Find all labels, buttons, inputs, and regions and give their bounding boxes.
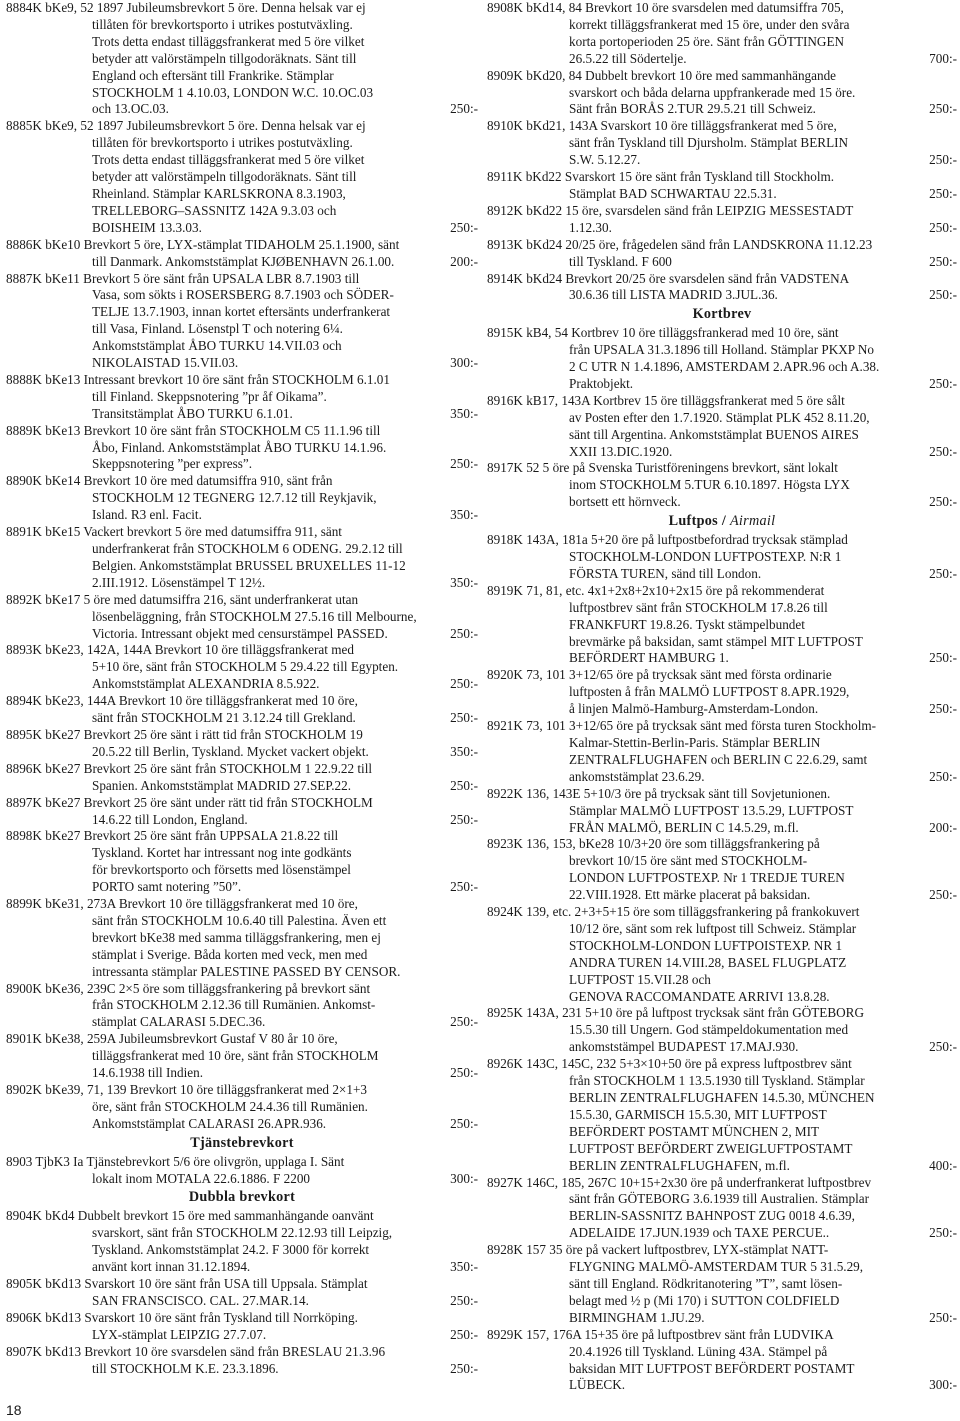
lot-text-line: 8901K bKe38, 259A Jubileumsbrevkort Gustaf V 80 år 10 öre, xyxy=(6,1031,338,1047)
lot-price: 250:- xyxy=(929,650,957,666)
lot-text-line: och 13.OC.03. xyxy=(92,101,169,117)
lot-entry xyxy=(487,460,957,511)
lot-text-line: belagt med ½ p (Mi 170) i SUTTON COLDFIELD xyxy=(569,1292,840,1308)
lot-text-line: betyder att valörstämpeln tillgodoräknats. Sänt till xyxy=(92,169,357,185)
lot-entry xyxy=(487,532,957,583)
lot-text-line: underfrankerat från STOCKHOLM 6 ODENG. 29.2.12 till xyxy=(92,541,403,556)
lot-text-line: korrekt tilläggsfrankerat med 15 öre, under den svåra xyxy=(569,16,850,32)
lot-text-line: för brevkortsporto och försetts med lösenstämpel xyxy=(92,862,351,878)
lot-text-line: sänt från Tyskland till Djursholm. Stämplat BERLIN xyxy=(569,135,849,151)
lot-entry xyxy=(487,393,957,461)
lot-text-line: 8902K bKe39, 71, 139 Brevkort 10 öre tilläggsfrankerat med 2×1+3 xyxy=(6,1082,367,1097)
lot-text-line: 8914K bKd24 Brevkort 20/25 öre svarsdelen sänd från VADSTENA xyxy=(487,270,850,286)
lot-text-line: SAN FRANSCISCO. CAL. 27.MAR.14. xyxy=(92,1292,309,1308)
lot-text-line: 8906K bKd13 Svarskort 10 öre sänt från Tyskland till Norrköping. xyxy=(6,1309,358,1325)
lot-price: 250:- xyxy=(450,1292,478,1308)
lot-entry xyxy=(487,1242,957,1327)
lot-price: 250:- xyxy=(450,676,478,692)
lot-text-line: 8888K bKe13 Intressant brevkort 10 öre sänt från STOCKHOLM 6.1.01 xyxy=(6,371,390,387)
lot-text-line: 20.5.22 till Berlin, Tyskland. Mycket vackert objekt. xyxy=(92,743,369,759)
lot-text-line: betyder att valörstämpeln tillgodoräknats. Sänt till xyxy=(92,50,357,66)
lot-text-line: 30.6.36 till LISTA MADRID 3.JUL.36. xyxy=(569,287,778,303)
lot-price: 250:- xyxy=(929,1309,957,1325)
lot-text-line: till Vasa, Finland. Lösenstpl T och notering 6¼. xyxy=(92,321,343,337)
lot-price: 350:- xyxy=(450,405,478,421)
lot-price: 250:- xyxy=(929,887,957,903)
lot-text-line: STOCKHOLM 1 4.10.03, LONDON W.C. 10.OC.03 xyxy=(92,84,374,100)
lot-text-line: LYX-stämplat LEIPZIG 27.7.07. xyxy=(92,1326,267,1342)
lot-price: 250:- xyxy=(450,1326,478,1342)
lot-entry xyxy=(6,828,478,896)
lot-text-line: 8896K bKe27 Brevkort 25 öre sänt från STOCKHOLM 1 22.9.22 till xyxy=(6,760,373,776)
lot-text-line: FÖRSTA TUREN, sänd till London. xyxy=(569,565,762,581)
lot-price: 700:- xyxy=(929,50,957,66)
lot-text-line: 2 C UTR N 1.4.1896, AMSTERDAM 2.APR.96 och A.38. xyxy=(569,359,880,375)
lot-price: 250:- xyxy=(929,219,957,235)
lot-entry xyxy=(6,896,478,981)
lot-text-line: 5+10 öre, sänt från STOCKHOLM 5 29.4.22 till Egypten. xyxy=(92,659,399,675)
lot-entry xyxy=(6,727,478,761)
lot-entry xyxy=(487,718,957,786)
lot-text-line: luftpostbrev sänt från STOCKHOLM 17.8.26 till xyxy=(569,599,828,615)
lot-text-line: 8912K bKd22 15 öre, svarsdelen sänd från LEIPZIG MESSESTADT xyxy=(487,202,854,218)
lot-text-line: brevkort bKe38 med samma tilläggsfrankering, men ej xyxy=(92,929,381,945)
lot-entry xyxy=(6,1208,478,1276)
lot-text-line: baksidan MIT LUFTPOST BEFÖRDERT POSTAMT xyxy=(569,1360,855,1376)
lot-text-line: Rheinland. Stämplar KARLSKRONA 8.3.1903, xyxy=(92,185,346,201)
lot-text-line: 8897K bKe27 Brevkort 25 öre sänt under rätt tid från STOCKHOLM xyxy=(6,794,373,810)
lot-text-line: TELJE 13.7.1903, innan kortet eftersänts underfrankerat xyxy=(92,304,391,320)
lot-text-line: korta portoperioden 25 öre. Sänt från GÖTTINGEN xyxy=(569,33,845,49)
lot-text-line: 8903 TjbK3 Ia Tjänstebrevkort 5/6 öre olivgrön, upplaga I. Sänt xyxy=(6,1153,345,1169)
lot-text-line: Trots detta endast tilläggsfrankerat med 5 öre vilket xyxy=(92,33,365,49)
page-number: 18 xyxy=(6,1402,22,1418)
lot-price: 250:- xyxy=(450,879,478,895)
lot-text-line: ANDRA TUREN 14.VIII.28, BASEL FLUGPLATZ xyxy=(569,954,847,970)
lot-text-line: 8918K 143A, 181a 5+20 öre på luftpostbefordrad trycksak stämplad xyxy=(487,532,848,548)
lot-text-line: LONDON LUFTPOSTEXP. Nr 1 TREDJE TUREN xyxy=(569,870,845,886)
lot-price: 250:- xyxy=(450,777,478,793)
lot-text-line: BEFÖRDERT POSTAMT MÜNCHEN 2, MIT xyxy=(569,1123,820,1139)
lot-text-line: 8892K bKe17 5 öre med datumsiffra 216, sänt underfrankerat utan xyxy=(6,591,359,607)
lot-text-line: 8899K bKe31, 273A Brevkort 10 öre tilläggsfrankerat med 10 öre, xyxy=(6,896,358,912)
lot-text-line: sänt från GÖTEBORG 3.6.1939 till Australien. Stämplar xyxy=(569,1191,869,1207)
lot-text-line: 8887K bKe11 Brevkort 5 öre sänt från UPSALA LBR 8.7.1903 till xyxy=(6,270,360,286)
lot-entry xyxy=(6,118,478,236)
section-heading: Kortbrev xyxy=(692,306,752,323)
lot-text-line: Ankomststämplat CALARASI 26.APR.936. xyxy=(92,1115,327,1131)
lot-text-line: intressanta stämplar PALESTINE PASSED BY CENSOR. xyxy=(92,963,401,979)
lot-text-line: 8885K bKe9, 52 1897 Jubileumsbrevkort 5 öre. Denna helsak var ej xyxy=(6,118,366,134)
lot-price: 250:- xyxy=(450,625,478,641)
lot-text-line: BEFÖRDERT HAMBURG 1. xyxy=(569,650,729,666)
lot-text-line: S.W. 5.12.27. xyxy=(569,152,641,168)
lot-text-line: tilläggsfrankerat med 10 öre, sänt från STOCKHOLM xyxy=(92,1048,379,1064)
lot-text-line: 8904K bKd4 Dubbelt brevkort 15 öre med sammanhängande oanvänt xyxy=(6,1208,374,1224)
lot-text-line: använt kort innan 31.12.1894. xyxy=(92,1259,251,1275)
lot-price: 250:- xyxy=(929,701,957,717)
lot-text-line: till STOCKHOLM K.E. 23.3.1896. xyxy=(92,1360,279,1376)
lot-text-line: till Danmark. Ankomststämplat KJØBENHAVN 26.1.00. xyxy=(92,253,395,269)
lot-entry xyxy=(6,1154,478,1188)
lot-price: 250:- xyxy=(929,152,957,168)
lot-text-line: Praktobjekt. xyxy=(569,375,634,391)
lot-price: 250:- xyxy=(450,456,478,472)
lot-text-line: 8919K 71, 81, etc. 4x1+2x8+2x10+2x15 öre på rekommenderat xyxy=(487,582,825,598)
lot-price: 250:- xyxy=(929,1225,957,1241)
lot-entry xyxy=(6,524,478,592)
lot-entry xyxy=(487,667,957,718)
lot-text-line: 8894K bKe23, 144A Brevkort 10 öre tilläggsfrankerat med 10 öre, xyxy=(6,693,358,709)
lot-entry xyxy=(6,0,478,118)
lot-entry xyxy=(487,583,957,668)
lot-text-line: 8884K bKe9, 52 1897 Jubileumsbrevkort 5 öre. Denna helsak var ej xyxy=(6,0,366,15)
lot-price: 250:- xyxy=(929,443,957,459)
lot-text-line: 8929K 157, 176A 15+35 öre på luftpostbrev sänt från LUDVIKA xyxy=(487,1326,834,1342)
right-column xyxy=(487,0,957,1394)
lot-entry xyxy=(487,118,957,169)
lot-text-line: Spanien. Ankomststämplat MADRID 27.SEP.22. xyxy=(92,777,351,793)
lot-text-line: 8927K 146C, 185, 267C 10+15+2x30 öre på underfrankerat luftpostbrev xyxy=(487,1174,872,1190)
lot-text-line: 8895K bKe27 Brevkort 25 öre sänt i rätt tid från STOCKHOLM 19 xyxy=(6,726,363,742)
lot-entry xyxy=(487,836,957,904)
section-heading: Luftpos / Airmail xyxy=(668,513,776,530)
lot-text-line: sänt till England. Rödkritanotering ”T”, samt lösen- xyxy=(569,1275,843,1291)
lot-text-line: NIKOLAISTAD 15.VII.03. xyxy=(92,355,239,371)
lot-price: 250:- xyxy=(929,287,957,303)
lot-text-line: LÜBECK. xyxy=(569,1377,626,1393)
lot-price: 300:- xyxy=(450,1170,478,1186)
lot-entry xyxy=(6,423,478,474)
lot-text-line: Sänt från BORÅS 2.TUR 29.5.21 till Schweiz. xyxy=(569,101,816,117)
lot-price: 250:- xyxy=(929,101,957,117)
lot-text-line: ankomststämplat 23.6.29. xyxy=(569,768,705,784)
lot-text-line: 20.4.1926 till Tyskland. Lüning 43A. Stämpel på xyxy=(569,1343,828,1359)
lot-text-line: stämplat CALARASI 5.DEC.36. xyxy=(92,1014,266,1030)
lot-text-line: öre, sänt från STOCKHOLM 24.4.36 till Rumänien. xyxy=(92,1098,368,1114)
lot-text-line: 26.5.22 till Södertelje. xyxy=(569,50,687,66)
lot-text-line: sänt från STOCKHOLM 21 3.12.24 till Grekland. xyxy=(92,710,356,726)
lot-text-line: 1.12.30. xyxy=(569,219,612,235)
lot-text-line: brevkort 10/15 öre sänt med STOCKHOLM- xyxy=(569,853,808,869)
lot-text-line: lösenbeläggning, från STOCKHOLM 27.5.16 till Melbourne, xyxy=(92,608,417,624)
lot-text-line: 8910K bKd21, 143A Svarskort 10 öre tilläggsfrankerat med 5 öre, xyxy=(487,118,837,134)
lot-entry xyxy=(487,1175,957,1243)
lot-price: 300:- xyxy=(450,355,478,371)
lot-entry xyxy=(487,1327,957,1395)
lot-text-line: å linjen Malmö-Hamburg-Amsterdam-London. xyxy=(569,701,819,717)
lot-text-line: Ankomststämplat ALEXANDRIA 8.5.922. xyxy=(92,676,320,692)
lot-text-line: Island. R3 enl. Facit. xyxy=(92,507,202,523)
lot-text-line: LUFTPOST BEFÖRDERT ZWEIGLUFTPOSTAMT xyxy=(569,1140,853,1156)
lot-text-line: 8909K bKd20, 84 Dubbelt brevkort 10 öre med sammanhängande xyxy=(487,67,837,83)
lot-text-line: 8905K bKd13 Svarskort 10 öre sänt från USA till Uppsala. Stämplat xyxy=(6,1275,368,1291)
lot-text-line: 8921K 73, 101 3+12/65 öre på trycksak sänt med första turen Stockholm- xyxy=(487,718,877,734)
lot-text-line: svarskort, sänt från STOCKHOLM 22.12.93 till Leipzig, xyxy=(92,1225,393,1241)
lot-text-line: LUFTPOST 15.VII.28 och xyxy=(569,971,711,987)
lot-price: 200:- xyxy=(929,819,957,835)
lot-entry xyxy=(6,237,478,271)
lot-text-line: BERLIN ZENTRALFLUGHAFEN, m.fl. xyxy=(569,1157,790,1173)
lot-entry xyxy=(6,761,478,795)
lot-text-line: Ankomststämplat ÅBO TURKU 14.VII.03 och xyxy=(92,338,342,354)
lot-entry xyxy=(487,786,957,837)
lot-text-line: Stämplar MALMÖ LUFTPOST 13.5.29, LUFTPOST xyxy=(569,802,854,818)
lot-entry xyxy=(487,68,957,119)
lot-price: 250:- xyxy=(450,1014,478,1030)
lot-text-line: stämplat i Sverige. Båda korten med veck, men med xyxy=(92,946,368,962)
lot-price: 350:- xyxy=(450,574,478,590)
lot-text-line: FRANKFURT 19.8.26. Tyskt stämpelbundet xyxy=(569,616,805,632)
lot-price: 400:- xyxy=(929,1157,957,1173)
lot-entry xyxy=(487,325,957,393)
lot-entry xyxy=(6,592,478,643)
lot-text-line: 8915K kB4, 54 Kortbrev 10 öre tilläggsfrankerad med 10 öre, sänt xyxy=(487,325,839,341)
lot-entry xyxy=(487,1056,957,1174)
lot-price: 250:- xyxy=(450,811,478,827)
left-column xyxy=(6,0,478,1377)
lot-text-line: 8907K bKd13 Brevkort 10 öre svarsdelen sänd från BRESLAU 21.3.96 xyxy=(6,1343,386,1359)
lot-text-line: sänt från STOCKHOLM 10.6.40 till Palestina. Även ett xyxy=(92,912,387,928)
lot-price: 250:- xyxy=(929,565,957,581)
lot-text-line: 2.III.1912. Lösenstämpel T 12½. xyxy=(92,574,266,590)
lot-text-line: Tyskland. Ankomststämplat 24.2. F 3000 för korrekt xyxy=(92,1242,370,1258)
lot-text-line: av Posten efter den 1.7.1920. Stämplat PLK 452 8.11.20, xyxy=(569,409,870,425)
lot-text-line: XXII 13.DIC.1920. xyxy=(569,443,673,459)
lot-entry xyxy=(6,693,478,727)
lot-text-line: Transitstämplat ÅBO TURKU 6.1.01. xyxy=(92,405,293,421)
lot-text-line: 22.VIII.1928. Ett märke placerat på baksidan. xyxy=(569,887,811,903)
lot-entry xyxy=(6,1031,478,1082)
lot-text-line: 8922K 136, 143E 5+10/3 öre på trycksak sänt till Sovjetunionen. xyxy=(487,785,831,801)
lot-price: 250:- xyxy=(450,1115,478,1131)
lot-text-line: Trots detta endast tilläggsfrankerat med 5 öre vilket xyxy=(92,152,365,168)
lot-entry xyxy=(6,1276,478,1310)
lot-text-line: Stämplat BAD SCHWARTAU 22.5.31. xyxy=(569,185,777,201)
lot-price: 250:- xyxy=(450,1065,478,1081)
lot-text-line: Belgien. Ankomststämplat BRUSSEL BRUXELLES 11-12 xyxy=(92,557,406,573)
lot-text-line: 8926K 143C, 145C, 232 5+3×10+50 öre på express luftpostbrev sänt xyxy=(487,1056,852,1072)
lot-text-line: 10/12 öre, sänt som rek luftpost till Schweiz. Stämplar xyxy=(569,920,857,936)
section-heading: Tjänstebrevkort xyxy=(190,1134,294,1151)
lot-entry xyxy=(487,169,957,203)
lot-entry xyxy=(6,1344,478,1378)
lot-text-line: ankomststämpel BUDAPEST 17.MAJ.930. xyxy=(569,1039,799,1055)
lot-text-line: tillåten för brevkortsporto i utrikes postutväxling. xyxy=(92,16,353,32)
lot-price: 200:- xyxy=(450,253,478,269)
lot-price: 250:- xyxy=(929,375,957,391)
lot-text-line: bortsett ett hörnveck. xyxy=(569,494,681,510)
lot-entry xyxy=(6,1082,478,1133)
lot-text-line: 8891K bKe15 Vackert brevkort 5 öre med datumsiffra 911, sänt xyxy=(6,524,342,540)
lot-entry xyxy=(6,642,478,693)
lot-entry xyxy=(487,1005,957,1056)
lot-entry xyxy=(6,981,478,1032)
lot-text-line: FRÅN MALMÖ, BERLIN C 14.5.29, m.fl. xyxy=(569,819,799,835)
lot-text-line: 8890K bKe14 Brevkort 10 öre med datumsiffra 910, sänt från xyxy=(6,473,333,489)
lot-text-line: 8911K bKd22 Svarskort 15 öre sänt från Tyskland till Stockholm. xyxy=(487,169,835,185)
lot-price: 350:- xyxy=(450,743,478,759)
lot-entry xyxy=(6,795,478,829)
section-heading-italic: Airmail xyxy=(729,513,776,530)
lot-text-line: Skeppsnotering ”per express”. xyxy=(92,456,253,472)
lot-entry xyxy=(6,372,478,423)
lot-price: 250:- xyxy=(450,101,478,117)
lot-text-line: 15.5.30, GARMISCH 15.5.30, MIT LUFTPOST xyxy=(569,1106,827,1122)
lot-text-line: 8908K bKd14, 84 Brevkort 10 öre svarsdelen med datumsiffra 705, xyxy=(487,0,844,15)
lot-text-line: 14.6.1938 till Indien. xyxy=(92,1065,203,1081)
lot-text-line: Victoria. Intressant objekt med censurstämpel PASSED. xyxy=(92,625,388,641)
lot-text-line: sänt till Argentina. Ankomststämplat BUENOS AIRES xyxy=(569,426,859,442)
lot-text-line: 8917K 52 5 öre på Svenska Turistföreningens brevkort, sänt lokalt xyxy=(487,460,838,476)
lot-text-line: inom STOCKHOLM 5.TUR 6.10.1897. Högsta LYX xyxy=(569,477,850,493)
lot-price: 250:- xyxy=(929,185,957,201)
lot-text-line: 8923K 136, 153, bKe28 10/3+20 öre som tilläggsfrankering på xyxy=(487,836,820,852)
lot-text-line: STOCKHOLM 12 TEGNERG 12.7.12 till Reykjavik, xyxy=(92,490,377,506)
lot-text-line: från STOCKHOLM 2.12.36 till Rumänien. Ankomst- xyxy=(92,997,376,1013)
lot-price: 250:- xyxy=(450,710,478,726)
lot-text-line: STOCKHOLM-LONDON LUFTPOISTEXP. NR 1 xyxy=(569,937,843,953)
lot-entry xyxy=(6,271,478,372)
lot-text-line: från STOCKHOLM 1 13.5.1930 till Tyskland. Stämplar xyxy=(569,1073,865,1089)
lot-text-line: FLYGNING MALMÖ-AMSTERDAM TUR 5 31.5.29, xyxy=(569,1259,864,1275)
lot-text-line: lokalt inom MOTALA 22.6.1886. F 2200 xyxy=(92,1170,311,1186)
lot-text-line: STOCKHOLM-LONDON LUFTPOSTEXP. N:R 1 xyxy=(569,549,842,564)
lot-text-line: tillåten för brevkortsporto i utrikes postutväxling. xyxy=(92,135,353,151)
section-heading: Dubbla brevkort xyxy=(188,1189,296,1206)
lot-entry xyxy=(487,203,957,237)
lot-text-line: England och eftersänt till Frankrike. Stämplar xyxy=(92,67,334,83)
lot-text-line: Vasa, som sökts i ROSERSBERG 8.7.1903 och SÖDER- xyxy=(92,287,394,303)
lot-text-line: 8893K bKe23, 142A, 144A Brevkort 10 öre tilläggsfrankerat med xyxy=(6,642,354,658)
lot-entry xyxy=(487,237,957,271)
lot-entry xyxy=(487,904,957,1005)
lot-text-line: Kalmar-Stettin-Berlin-Paris. Stämplar BERLIN xyxy=(569,734,821,750)
lot-text-line: från UPSALA 31.3.1896 till Holland. Stämplar PKXP No xyxy=(569,342,875,358)
lot-text-line: till Finland. Skeppsnotering ”pr åf Oikama”. xyxy=(92,388,327,404)
lot-price: 300:- xyxy=(929,1377,957,1393)
lot-text-line: ADELAIDE 17.JUN.1939 och TAXE PERCUE.. xyxy=(569,1225,830,1241)
lot-price: 250:- xyxy=(450,219,478,235)
lot-text-line: 8900K bKe36, 239C 2×5 öre som tilläggsfrankering på brevkort sänt xyxy=(6,980,371,996)
lot-text-line: BOISHEIM 13.3.03. xyxy=(92,219,202,235)
lot-price: 350:- xyxy=(450,1259,478,1275)
lot-text-line: PORTO samt notering ”50”. xyxy=(92,879,242,895)
lot-entry xyxy=(6,473,478,524)
lot-text-line: 8889K bKe13 Brevkort 10 öre sänt från STOCKHOLM C5 11.1.96 till xyxy=(6,422,381,438)
lot-text-line: svarskort och båda delarna uppfrankerade med 15 öre. xyxy=(569,84,856,100)
lot-text-line: Tyskland. Kortet har intressant nog inte godkänts xyxy=(92,845,352,861)
lot-text-line: 8913K bKd24 20/25 öre, frågedelen sänd från LANDSKRONA 11.12.23 xyxy=(487,236,873,252)
lot-text-line: Åbo, Finland. Ankomststämplat ÅBO TURKU 14.1.96. xyxy=(92,439,387,455)
lot-text-line: BERLIN-SASSNITZ BAHNPOST ZUG 0018 4.6.39, xyxy=(569,1208,855,1224)
lot-text-line: 15.5.30 till Ungern. God stämpeldokumentation med xyxy=(569,1022,849,1038)
lot-text-line: till Tyskland. F 600 xyxy=(569,253,672,269)
lot-entry xyxy=(6,1310,478,1344)
lot-price: 250:- xyxy=(929,494,957,510)
lot-text-line: 14.6.22 till London, England. xyxy=(92,811,248,827)
lot-text-line: TRELLEBORG–SASSNITZ 142A 9.3.03 och xyxy=(92,202,337,218)
lot-text-line: 8924K 139, etc. 2+3+5+15 öre som tilläggsfrankering på frankokuvert xyxy=(487,904,860,920)
lot-text-line: BIRMINGHAM 1.JU.29. xyxy=(569,1309,705,1325)
lot-text-line: GENOVA RACCOMANDATE ARRIVI 13.8.28. xyxy=(569,988,830,1004)
lot-text-line: 8916K kB17, 143A Kortbrev 15 öre tilläggsfrankerat med 5 öre sålt xyxy=(487,392,845,408)
lot-price: 250:- xyxy=(929,768,957,784)
lot-entry xyxy=(487,271,957,305)
lot-text-line: 8886K bKe10 Brevkort 5 öre, LYX-stämplat TIDAHOLM 25.1.1900, sänt xyxy=(6,236,400,252)
lot-price: 250:- xyxy=(929,1039,957,1055)
lot-price: 250:- xyxy=(450,1360,478,1376)
lot-text-line: 8925K 143A, 231 5+10 öre på luftpost trycksak sänt från GÖTEBORG xyxy=(487,1005,864,1021)
lot-text-line: BERLIN ZENTRALFLUGHAFEN 14.5.30, MÜNCHEN xyxy=(569,1090,875,1105)
lot-text-line: ZENTRALFLUGHAFEN och BERLIN C 22.6.29, samt xyxy=(569,751,868,767)
lot-price: 350:- xyxy=(450,507,478,523)
lot-text-line: luftposten å från MALMÖ LUFTPOST 8.APR.1929, xyxy=(569,684,850,700)
lot-text-line: brevmärke på baksidan, samt stämpel MIT LUFTPOST xyxy=(569,633,863,649)
lot-text-line: 8928K 157 35 öre på vackert luftpostbrev, LYX-stämplat NATT- xyxy=(487,1242,829,1258)
lot-entry xyxy=(487,0,957,68)
lot-text-line: 8920K 73, 101 3+12/65 öre på trycksak sänt med första ordinarie xyxy=(487,667,832,683)
lot-price: 250:- xyxy=(929,253,957,269)
lot-text-line: 8898K bKe27 Brevkort 25 öre sänt från UPPSALA 21.8.22 till xyxy=(6,828,339,844)
